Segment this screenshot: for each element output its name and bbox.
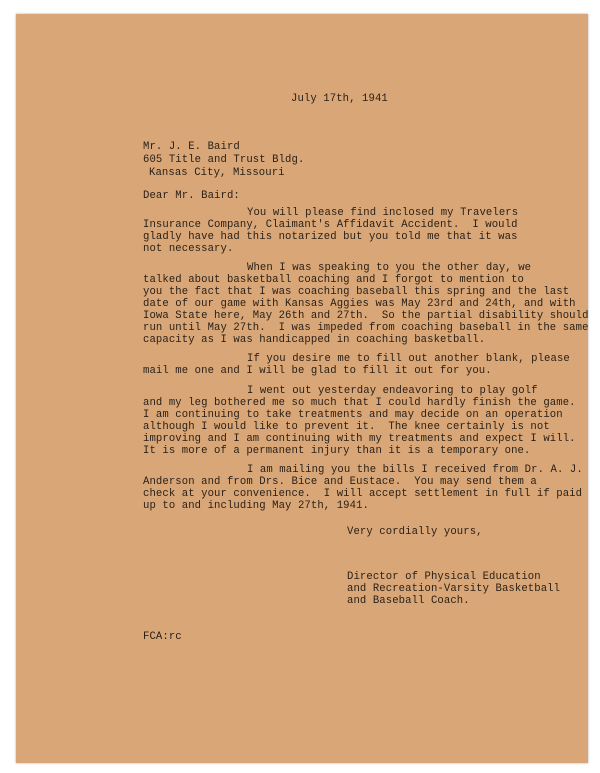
paragraph-4-line-4: although I would like to prevent it. The knee certainly is not [143, 421, 550, 433]
paragraph-5-line-4: up to and including May 27th, 1941. [143, 500, 370, 512]
paragraph-1-line-2: Insurance Company, Claimant's Affidavit Accident. I would [143, 219, 518, 231]
paragraph-4-line-3: I am continuing to take treatments and may decide on an operation [143, 409, 563, 421]
paragraph-2-line-2: talked about basketball coaching and I forgot to mention to [143, 274, 524, 286]
paragraph-3-line-2: mail me one and I will be glad to fill it out for you. [143, 365, 492, 377]
paragraph-2-line-7: capacity as I was handicapped in coaching basketball. [143, 334, 486, 346]
paragraph-2-line-6: run until May 27th. I was impeded from coaching baseball in the same [143, 322, 589, 334]
salutation: Dear Mr. Baird: [143, 190, 240, 202]
letter-date: July 17th, 1941 [291, 93, 388, 105]
paragraph-4-line-5: improving and I am continuing with my treatments and expect I will. [143, 433, 576, 445]
paragraph-3-line-1: If you desire me to fill out another blank, please [247, 353, 570, 365]
recipient-name: Mr. J. E. Baird [143, 141, 240, 153]
paragraph-4-line-1: I went out yesterday endeavoring to play golf [247, 385, 538, 397]
paragraph-4-line-2: and my leg bothered me so much that I could hardly finish the game. [143, 397, 576, 409]
signature-line-3: and Baseball Coach. [347, 595, 470, 607]
paragraph-2-line-3: you the fact that I was coaching baseball this spring and the last [143, 286, 570, 298]
paragraph-2-line-1: When I was speaking to you the other day, we [247, 262, 532, 274]
typist-initials: FCA:rc [143, 631, 182, 643]
paragraph-1-line-1: You will please find inclosed my Travelers [247, 207, 519, 219]
recipient-address-line2: Kansas City, Missouri [149, 167, 285, 179]
paragraph-5-line-3: check at your convenience. I will accept settlement in full if paid [143, 488, 583, 500]
signature-line-1: Director of Physical Education [347, 571, 541, 583]
paragraph-2-line-5: Iowa State here, May 26th and 27th. So the partial disability should [143, 310, 589, 322]
paragraph-1-line-3: gladly have had this notarized but you told me that it was [143, 231, 518, 243]
paragraph-5-line-1: I am mailing you the bills I received from Dr. A. J. [247, 464, 583, 476]
paragraph-1-line-4: not necessary. [143, 243, 234, 255]
paragraph-5-line-2: Anderson and from Drs. Bice and Eustace. You may send them a [143, 476, 537, 488]
paragraph-2-line-4: date of our game with Kansas Aggies was May 23rd and 24th, and with [143, 298, 576, 310]
recipient-address-line1: 605 Title and Trust Bldg. [143, 154, 305, 166]
paragraph-4-line-6: It is more of a permanent injury than it is a temporary one. [143, 445, 531, 457]
signature-line-2: and Recreation-Varsity Basketball [347, 583, 561, 595]
closing: Very cordially yours, [347, 526, 483, 538]
